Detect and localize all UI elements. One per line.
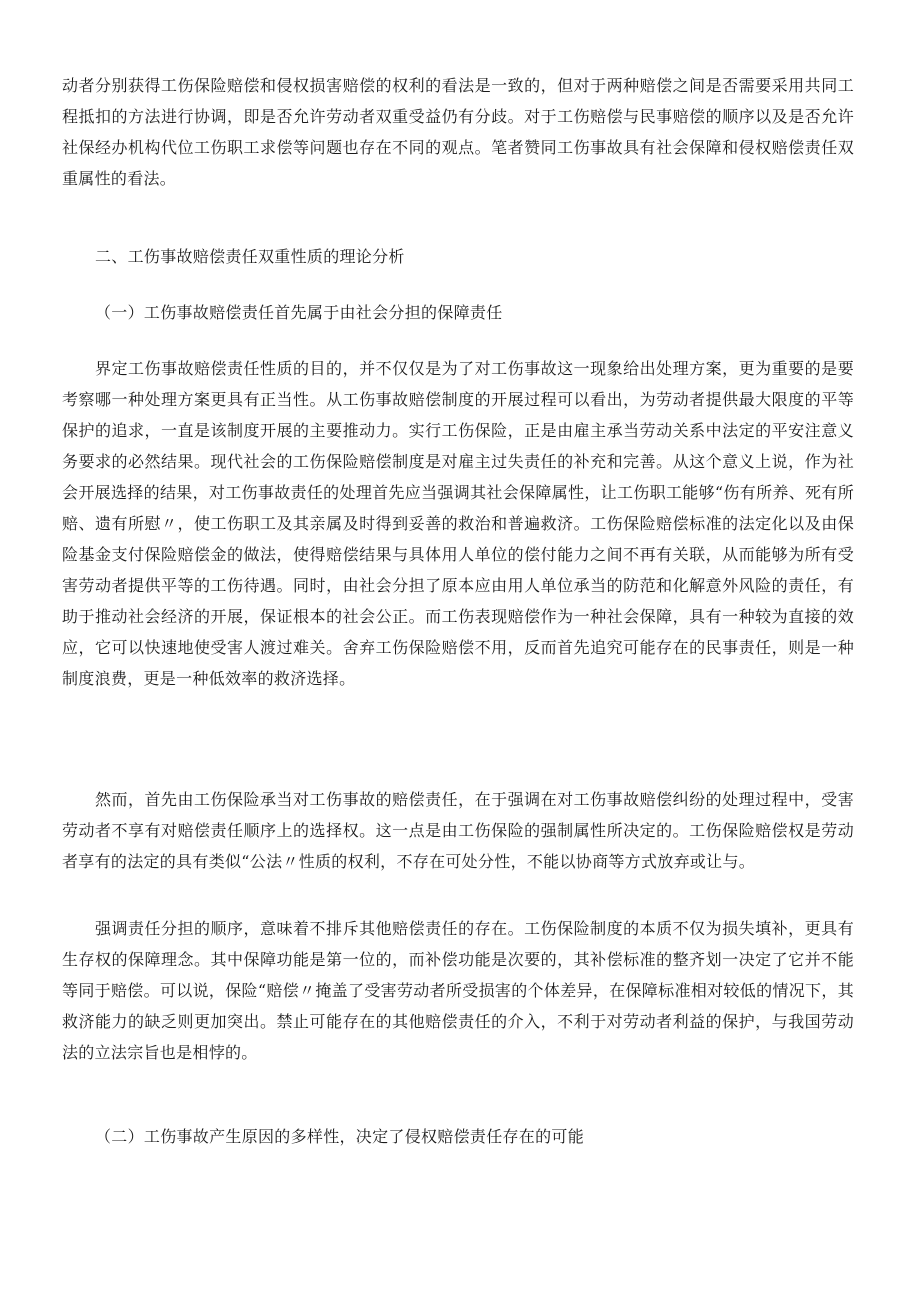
paragraph-intro-continuation: 动者分别获得工伤保险赔偿和侵权损害赔偿的权利的看法是一致的，但对于两种赔偿之间是否需要采用共同工程抵扣的方法进行协调，即是否允许劳动者双重受益仍有分歧。对于工伤赔偿与民事赔偿的顺序以及是否允许社保经办机构代位工伤职工求偿等问题也存在不同的观点。笔者赞同工伤事故具有社会保障和侵权赔偿责任双重属性的看法。 <box>62 76 854 188</box>
subsection-heading-2-2: （二）工伤事故产生原因的多样性，决定了侵权赔偿责任存在的可能 <box>95 1127 585 1146</box>
paragraph-no-choice-right: 然而，首先由工伤保险承当对工伤事故的赔偿责任，在于强调在对工伤事故赔偿纠纷的处理过程中，受害劳动者不享有对赔偿责任顺序上的选择权。这一点是由工伤保险的强制属性所决定的。工伤保险赔偿权是劳动者享有的法定的具有类似“公法〃性质的权利，不存在可处分性，不能以协商等方式放弃或让与。 <box>62 790 854 871</box>
section-heading-2: 二、工伤事故赔偿责任双重性质的理论分析 <box>95 247 405 266</box>
subsection-heading-2-1: （一）工伤事故赔偿责任首先属于由社会分担的保障责任 <box>95 303 503 322</box>
paragraph-responsibility-order: 强调责任分担的顺序，意味着不排斥其他赔偿责任的存在。工伤保险制度的本质不仅为损失填补，更具有生存权的保障理念。其中保障功能是第一位的，而补偿功能是次要的，其补偿标准的整齐划一决定了它并不能等同于赔偿。可以说，保险“赔偿〃掩盖了受害劳动者所受损害的个体差异，在保障标准相对较低的情况下，其救济能力的缺乏则更加突出。禁止可能存在的其他赔偿责任的介入，不利于对劳动者利益的保护，与我国劳动法的立法宗旨也是相悖的。 <box>62 919 854 1062</box>
paragraph-social-security-nature: 界定工伤事故赔偿责任性质的目的，并不仅仅是为了对工伤事故这一现象给出处理方案，更为重要的是要考察哪一种处理方案更具有正当性。从工伤事故赔偿制度的开展过程可以看出，为劳动者提供最大限度的平等保护的追求，一直是该制度开展的主要推动力。实行工伤保险，正是由雇主承当劳动关系中法定的平安注意义务要求的必然结果。现代社会的工伤保险赔偿制度是对雇主过失责任的补充和完善。从这个意义上说，作为社会开展选择的结果，对工伤事故责任的处理首先应当强调其社会保障属性，让工伤职工能够“伤有所养、死有所赔、遗有所慰〃，使工伤职工及其亲属及时得到妥善的救治和普遍救济。工伤保险赔偿标准的法定化以及由保险基金支付保险赔偿金的做法，使得赔偿结果与具体用人单位的偿付能力之间不再有关联，从而能够为所有受害劳动者提供平等的工伤待遇。同时，由社会分担了原本应由用人单位承当的防范和化解意外风险的责任，有助于推动社会经济的开展，保证根本的社会公正。而工伤表现赔偿作为一种社会保障，具有一种较为直接的效应，它可以快速地使受害人渡过难关。舍弃工伤保险赔偿不用，反而首先追究可能存在的民事责任，则是一种制度浪费，更是一种低效率的救济选择。 <box>62 359 854 688</box>
